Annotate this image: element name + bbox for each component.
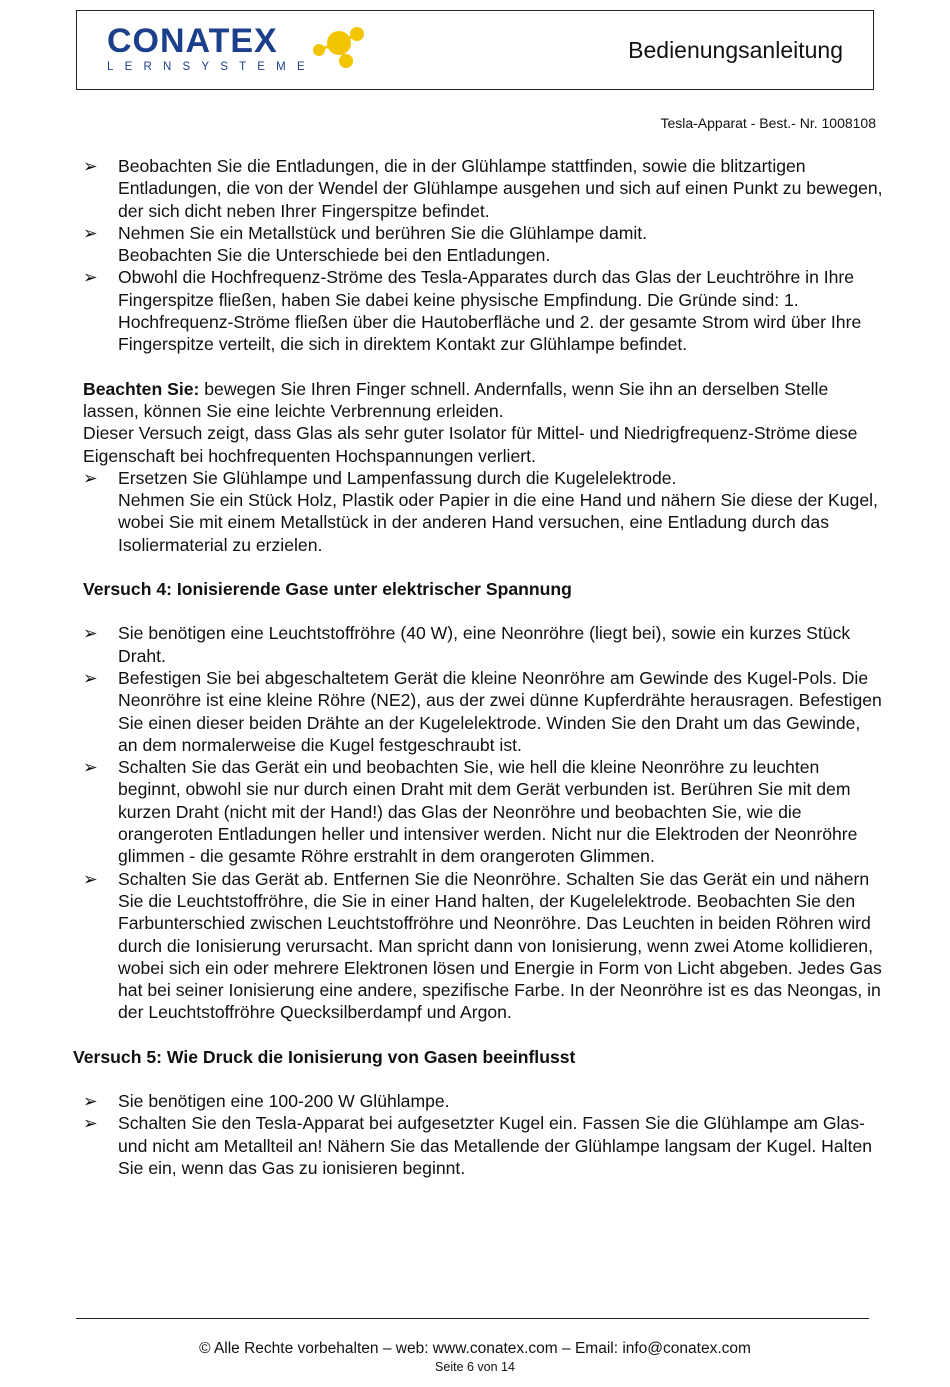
list-item [83, 1090, 883, 1112]
arrow-bullet-icon: ➢ [83, 467, 98, 488]
arrow-bullet-icon: ➢ [83, 868, 98, 889]
page-content [73, 155, 883, 1179]
note-label: Beachten Sie: [83, 378, 200, 399]
logo-subtitle: LERNSYSTEME [107, 61, 316, 73]
section-heading-versuch-4: Versuch 4: Ionisierende Gase unter elektrischer Spannung [83, 579, 572, 600]
paragraph: Dieser Versuch zeigt, dass Glas als sehr guter Isolator für Mittel- und Niedrigfrequenz-Ströme diese Eigenschaft bei hochfrequenten Hochspannungen verliert. [83, 423, 858, 466]
arrow-bullet-icon: ➢ [83, 222, 98, 243]
list-item-continuation: Beobachten Sie die Unterschiede bei den Entladungen. [118, 245, 551, 266]
list-item [83, 622, 883, 667]
list-item-text: Sie benötigen eine 100-200 W Glühlampe. [118, 1090, 450, 1111]
list-item-text: Obwohl die Hochfrequenz-Ströme des Tesla-Apparates durch das Glas der Leuchtröhre in Ihre Fingerspitze fließen, haben Sie dabei keine physische Empfindung. Die Gründe sind: 1. Hochfrequenz-Ströme fließen über die Hautoberfläche und 2. der gesamte Strom wird über Ihre Fingerspitze verteilt, die sich in direktem Kontakt zur Glühlampe befindet. [118, 267, 862, 355]
list-item [83, 868, 883, 1024]
list-item-text: Schalten Sie das Gerät ab. Entfernen Sie die Neonröhre. Schalten Sie das Gerät ein und nähern Sie die Leuchtstoffröhre, die Sie in einer Hand halten, der Kugelelektrode. Beobachten Sie den Farbunterschied zwischen Leuchtstoffröhre und Neonröhre. Das Leuchten in beiden Röhren wird durch die Ionisierung verursacht. Man spricht dann von Ionisierung, wenn zwei Atome kollidieren, wobei sich ein oder mehrere Elektronen lösen und Energie in Form von Licht abgeben. Jedes Gas hat bei seiner Ionisierung eine andere, spezifische Farbe. In der Neonröhre ist es das Neongas, in der Leuchtstoffröhre Quecksilberdampf und Argon. [118, 868, 882, 1023]
footer-copyright: © Alle Rechte vorbehalten – web: www.conatex.com – Email: info@conatex.com [199, 1340, 751, 1357]
note-paragraph [83, 378, 883, 423]
list-item [83, 222, 883, 244]
list-item [83, 1112, 883, 1179]
document-title: Bedienungsanleitung [628, 37, 843, 63]
page-number: Seite 6 von 14 [435, 1360, 515, 1374]
list-item [83, 467, 883, 489]
footer-divider [76, 1318, 869, 1319]
section-heading-versuch-5: Versuch 5: Wie Druck die Ionisierung von Gasen beeinflusst [73, 1046, 576, 1067]
list-item-text: Schalten Sie das Gerät ein und beobachten Sie, wie hell die kleine Neonröhre zu leuchten beginnt, obwohl sie nur durch einen Draht mit dem Gerät verbunden ist. Berühren Sie mit dem kurzen Draht (nicht mit der Hand!) das Glas der Neonröhre und beobachten Sie, wie die orangeroten Entladungen heller und intensiver werden. Nicht nur die Elektroden der Neonröhre glimmen - die gesamte Röhre erstrahlt in dem orangeroten Glimmen. [118, 757, 858, 867]
arrow-bullet-icon: ➢ [83, 623, 98, 644]
list-item-text: Ersetzen Sie Glühlampe und Lampenfassung durch die Kugelelektrode. [118, 467, 677, 488]
list-item-text: Nehmen Sie ein Metallstück und berühren Sie die Glühlampe damit. [118, 222, 648, 243]
note-text: bewegen Sie Ihren Finger schnell. Andernfalls, wenn Sie ihn an derselben Stelle lassen, können Sie eine leichte Verbrennung erleiden. [83, 378, 829, 421]
arrow-bullet-icon: ➢ [83, 267, 98, 288]
logo-wordmark: CONATEX [107, 22, 278, 60]
product-reference: Tesla-Apparat - Best.- Nr. 1008108 [660, 115, 876, 131]
page-header [76, 10, 874, 90]
conatex-logo [107, 23, 316, 73]
list-item-text: Sie benötigen eine Leuchtstoffröhre (40 W), eine Neonröhre (liegt bei), sowie ein kurzes Stück Draht. [118, 623, 851, 666]
list-item-text: Schalten Sie den Tesla-Apparat bei aufgesetzter Kugel ein. Fassen Sie die Glühlampe am Glas- und nicht am Metallteil an! Nähern Sie das Metallende der Glühlampe langsam der Kugel. Halten Sie ein, wenn das Gas zu ionisieren beginnt. [118, 1113, 873, 1178]
arrow-bullet-icon: ➢ [83, 757, 98, 778]
arrow-bullet-icon: ➢ [83, 1113, 98, 1134]
list-item-text: Befestigen Sie bei abgeschaltetem Gerät die kleine Neonröhre am Gewinde des Kugel-Pols. Die Neonröhre ist eine kleine Röhre (NE2), aus der zwei dünne Kupferdrähte herausragen. Befestigen Sie einen dieser beiden Drähte an der Kugelelektrode. Winden Sie den Draht um das Gewinde, an dem normalerweise die Kugel festgeschraubt ist. [118, 667, 882, 755]
arrow-bullet-icon: ➢ [83, 667, 98, 688]
list-item-text: Beobachten Sie die Entladungen, die in der Glühlampe stattfinden, sowie die blitzartigen Entladungen, die von der Wendel der Glühlampe ausgehen und sich auf einen Punkt zu bewegen, der sich dicht neben Ihrer Fingerspitze befindet. [118, 156, 883, 221]
arrow-bullet-icon: ➢ [83, 156, 98, 176]
list-item [83, 266, 883, 355]
list-item [83, 155, 883, 222]
arrow-bullet-icon: ➢ [83, 1090, 98, 1111]
list-item [83, 756, 883, 867]
molecule-icon [309, 25, 369, 75]
list-item-continuation: Nehmen Sie ein Stück Holz, Plastik oder Papier in die eine Hand und nähern Sie diese der Kugel, wobei Sie mit einem Metallstück in der anderen Hand versuchen, eine Entladung durch das Isoliermaterial zu erzielen. [118, 490, 878, 555]
list-item [83, 667, 883, 756]
